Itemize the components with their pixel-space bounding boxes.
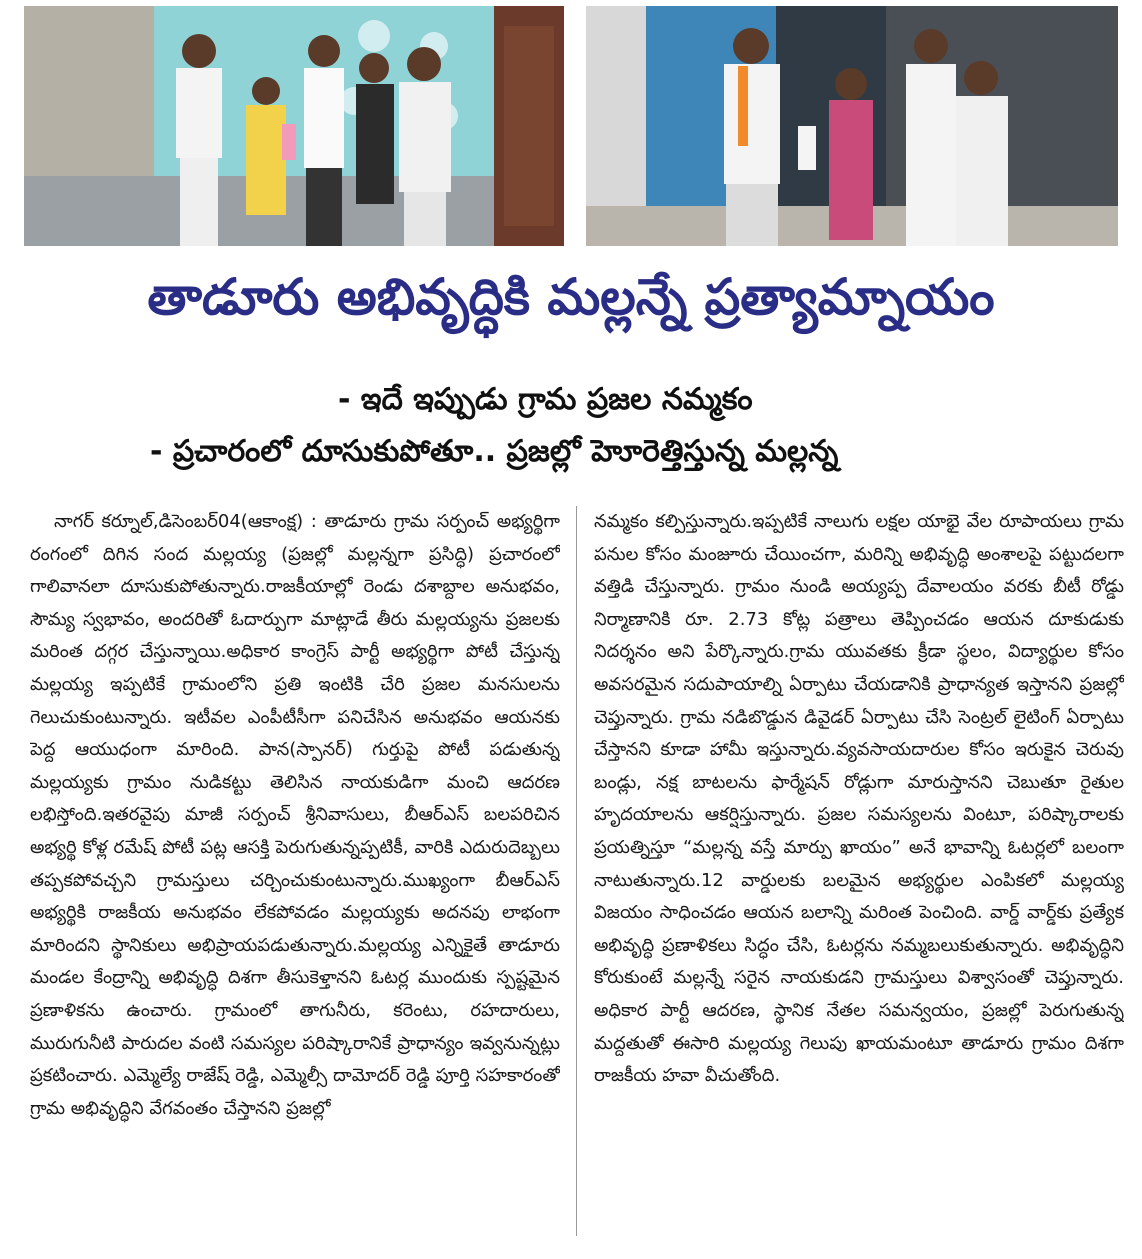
subheading-2: - ప్రచారంలో దూసుకుపోతూ.. ప్రజల్లో హెూరెత్తిస్తున్న మల్లన్న [150, 434, 839, 469]
article-body-right: నమ్మకం కల్పిస్తున్నారు.ఇప్పటికే నాలుగు లక్షల యాభై వేల రూపాయలు గ్రామ పనుల కోసం మంజూరు చేయించగా, మరిన్ని అభివృద్ధి అంశాలపై పట్టుదలగా వత్తిడి చేస్తున్నారు. గ్రామం నుండి అయ్యప్ప దేవాలయం వరకు బీటీ రోడ్డు నిర్మాణానికి రూ. 2.73 కోట్ల పత్రాలు తెప్పించడం ఆయన దూకుడుకు నిదర్శనం అని పేర్కొన్నారు.గ్రామ యువతకు క్రీడా స్థలం, విద్యార్థుల కోసం అవసరమైన సదుపాయాల్ని ఏర్పాటు చేయడానికి ప్రాధాన్యత ఇస్తానని ప్రజల్లో చెప్తున్నారు. గ్రామ నడిబొడ్డున డివైడర్ ఏర్పాటు చేసి సెంట్రల్ లైటింగ్ ఏర్పాటు చేస్తానని కూడా హామీ ఇస్తున్నారు.వ్యవసాయదారుల కోసం ఇరుకైన చెరువు బండ్లు, నక్ష బాటలను ఫార్మేషన్ రోడ్లుగా మారుస్తానని చెబుతూ రైతుల హృదయాలను ఆకర్షిస్తున్నారు. ప్రజల సమస్యలను వింటూ, పరిష్కారాలకు ప్రయత్నిస్తూ “మల్లన్న వస్తే మార్పు ఖాయం” అనే భావాన్ని ఓటర్లలో బలంగా నాటుతున్నారు.12 వార్డులకు బలమైన అభ్యర్థుల ఎంపికలో మల్లయ్య విజయం సాధించడం ఆయన బలాన్ని మరింత పెంచింది. వార్డ్ వార్డ్‌కు ప్రత్యేక అభివృద్ధి ప్రణాళికలు సిద్ధం చేసి, ఓటర్లను నమ్మబలుకుతున్నారు. అభివృద్ధిని కోరుకుంటే మల్లన్నే సరైన నాయకుడని గ్రామస్తులు విశ్వాసంతో చెప్తున్నారు. అధికార పార్టీ ఆదరణ, స్థానిక నేతల సమన్వయం, ప్రజల్లో పెరుగుతున్న మద్దతుతో ఈసారి మల్లయ్య గెలుపు ఖాయమంటూ తాడూరు గ్రామం దిశగా రాజకీయ హవా వీచుతోంది. [594, 511, 1124, 1087]
subheading-1: - ఇదే ఇప్పుడు గ్రామ ప్రజల నమ్మకం [338, 382, 753, 417]
campaign-photo-left [24, 6, 564, 246]
campaign-photo-right [586, 6, 1118, 246]
article-body-left: నాగర్ కర్నూల్,డిసెంబర్04(ఆకాంక్ష) : తాడూరు గ్రామ సర్పంచ్ అభ్యర్థిగా రంగంలో దిగిన సంద మల్లయ్య (ప్రజల్లో మల్లన్నగా ప్రసిద్ధి) ప్రచారంలో గాలివానలా దూసుకుపోతున్నారు.రాజకీయాల్లో రెండు దశాబ్దాల అనుభవం, సౌమ్య స్వభావం, అందరితో ఓదార్పుగా మాట్లాడే తీరు మల్లయ్యను ప్రజలకు మరింత దగ్గర చేస్తున్నాయి.అధికార కాంగ్రెస్ పార్టీ అభ్యర్థిగా పోటీ చేస్తున్న మల్లయ్య ఇప్పటికే గ్రామంలోని ప్రతి ఇంటికి చేరి ప్రజల మనసులను గెలుచుకుంటున్నారు. ఇటీవల ఎంపీటీసీగా పనిచేసిన అనుభవం ఆయనకు పెద్ద ఆయుధంగా మారింది. పాన(స్పానర్) గుర్తుపై పోటీ పడుతున్న మల్లయ్యకు గ్రామం నుడికట్టు తెలిసిన నాయకుడిగా మంచి ఆదరణ లభిస్తోంది.ఇతరవైపు మాజీ సర్పంచ్ శ్రీనివాసులు, బీఆర్ఎస్ బలపరిచిన అభ్యర్థి కోళ్ల రమేష్ పోటీ పట్ల ఆసక్తి పెరుగుతున్నప్పటికీ, వారికి ఎదురుదెబ్బలు తప్పకపోవచ్చని గ్రామస్తులు చర్చించుకుంటున్నారు.ముఖ్యంగా బీఆర్ఎస్ అభ్యర్థికి రాజకీయ అనుభవం లేకపోవడం మల్లయ్యకు అదనపు లాభంగా మారిందని స్థానికులు అభిప్రాయపడుతున్నారు.మల్లయ్య ఎన్నికైతే తాడూరు మండల కేంద్రాన్ని అభివృద్ధి దిశగా తీసుకెళ్తానని ఓటర్ల ముందుకు స్పష్టమైన ప్రణాళికను ఉంచారు. గ్రామంలో తాగునీరు, కరెంటు, రహదారులు, మురుగునీటి పారుదల వంటి సమస్యల పరిష్కారానికే ప్రాధాన్యం ఇవ్వనున్నట్లు ప్రకటించారు. ఎమ్మెల్యే రాజేష్ రెడ్డి, ఎమ్మెల్సీ దామోదర్ రెడ్డి పూర్తి సహకారంతో గ్రామ అభివృద్ధిని వేగవంతం చేస్తానని ప్రజల్లో [30, 511, 560, 1119]
article-column-right [594, 506, 1124, 1246]
column-divider [576, 506, 577, 1236]
photo-left [24, 6, 564, 246]
article-column-left [30, 506, 560, 1246]
photo-right [586, 6, 1118, 246]
headline: తాడూరు అభివృద్ధికి మల్లన్నే ప్రత్యామ్నాయం [147, 268, 995, 326]
